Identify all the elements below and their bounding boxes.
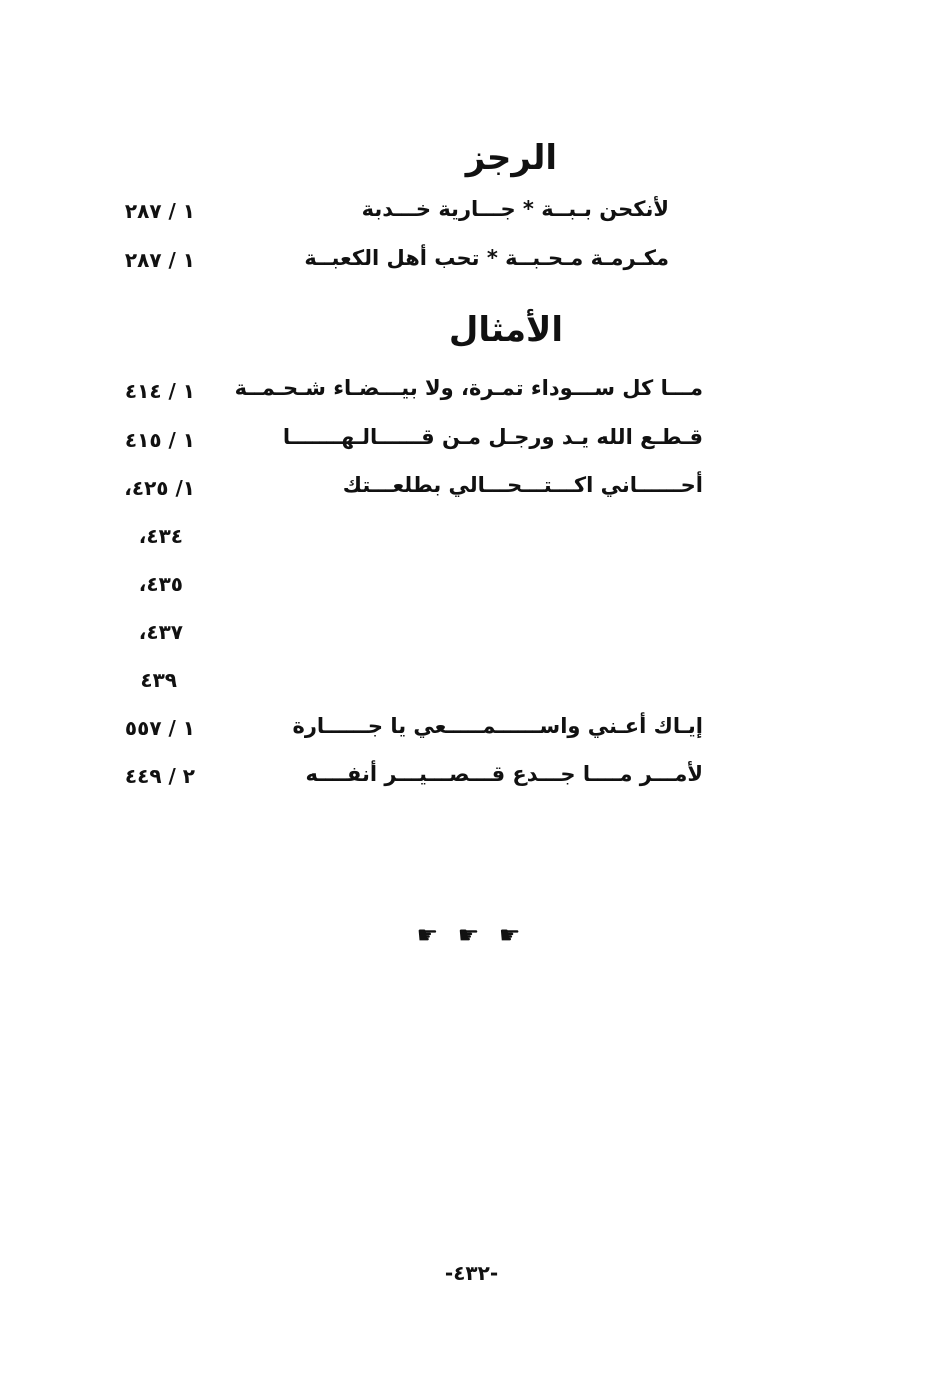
section-title-amthal: الأمثال	[448, 310, 563, 350]
rajaz-verse-2: مكـرمـة مـحـبــة * تحب أهل الكعبــة	[304, 246, 669, 270]
amthal-ref-3d: ٤٣٧،	[138, 620, 183, 644]
amthal-proverb-1: مـــا كل ســـوداء تمـرة، ولا بيـــضـاء شـحـمــة	[234, 376, 703, 400]
rajaz-verse-1: لأنكحن بـبــة * جـــارية خـــدبة	[361, 197, 669, 221]
rajaz-ref-2: ١ / ٢٨٧	[124, 248, 195, 272]
amthal-ref-4: ١ / ٥٥٧	[124, 716, 195, 740]
section-title-rajaz: الرجز	[465, 138, 557, 178]
amthal-ref-3a: ١/ ٤٢٥،	[124, 476, 195, 500]
amthal-proverb-3: أحــــــاني اكـــتـــحـــالي بطلعـــتك	[342, 473, 703, 497]
amthal-ref-3b: ٤٣٤،	[138, 524, 183, 548]
amthal-proverb-2: قـطـع الله يـد ورجـل مـن قــــــالـهـــــــا	[282, 425, 703, 449]
amthal-ref-5: ٢ / ٤٤٩	[124, 764, 195, 788]
pointing-hands-ornament-icon: ☛ ☛ ☛	[416, 921, 527, 949]
amthal-ref-1: ١ / ٤١٤	[124, 379, 195, 403]
amthal-ref-3e: ٤٣٩	[140, 668, 177, 692]
page-number: -٤٣٢-	[444, 1261, 499, 1285]
amthal-proverb-4: إيـاك أعـني واســــــمـــــعي يا جــــــارة	[292, 714, 703, 738]
amthal-ref-2: ١ / ٤١٥	[124, 428, 195, 452]
amthal-proverb-5: لأمـــر مــــا جـــدع قـــصـــيـــر أنفــــه	[305, 762, 703, 786]
amthal-ref-3c: ٤٣٥،	[138, 572, 183, 596]
rajaz-ref-1: ١ / ٢٨٧	[124, 199, 195, 223]
